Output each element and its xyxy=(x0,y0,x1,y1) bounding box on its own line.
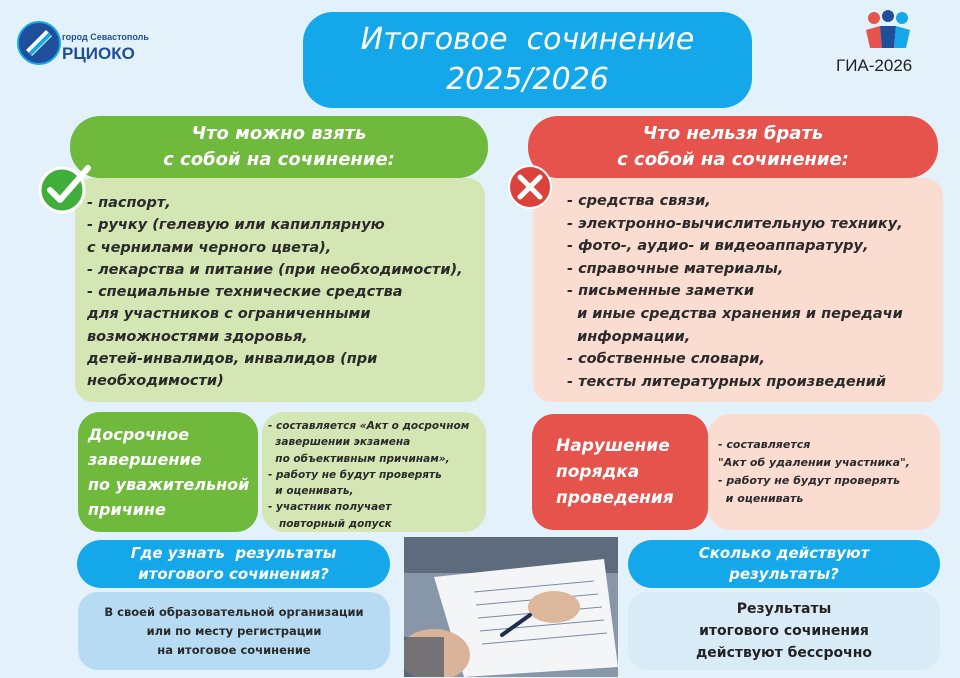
list-item: повторный допуск xyxy=(268,517,392,530)
list-item: и иные средства хранения и передачи xyxy=(567,305,903,322)
list-item: - работу не будут проверять xyxy=(268,468,442,481)
validity-title-2: результаты? xyxy=(729,565,839,583)
early-finish-header xyxy=(78,412,258,532)
early-title-line: по уважительной xyxy=(88,475,250,494)
allowed-title-2: с собой на сочинение: xyxy=(163,149,395,170)
list-item: возможностями здоровья, xyxy=(87,328,308,345)
list-item: - собственные словари, xyxy=(567,351,765,368)
answer-line: или по месту регистрации xyxy=(146,623,322,638)
list-item: - ручку (гелевую или капиллярную xyxy=(87,217,385,234)
allowed-title-1: Что можно взять xyxy=(191,123,367,144)
validity-title-1: Сколько действуют xyxy=(698,544,870,562)
rcioko-logo-icon xyxy=(16,20,62,66)
violation-header xyxy=(532,414,708,530)
cross-icon xyxy=(506,163,554,211)
answer-line: действуют бессрочно xyxy=(695,645,873,661)
list-item: - составляется xyxy=(718,438,811,451)
where-results-answer xyxy=(78,592,390,670)
check-icon xyxy=(36,160,92,216)
list-item: и оценивать, xyxy=(268,485,354,498)
title-line-1: Итоговое сочинение xyxy=(360,22,695,57)
list-item: детей-инвалидов, инвалидов (при xyxy=(87,351,378,368)
list-item: с чернилами черного цвета), xyxy=(87,239,332,256)
list-item: - паспорт, xyxy=(87,195,171,211)
list-item: - работу не будут проверять xyxy=(718,474,901,487)
title-line-2: 2025/2026 xyxy=(446,62,609,97)
list-item: - письменные заметки xyxy=(567,283,755,300)
answer-line: итогового сочинения xyxy=(699,623,869,639)
writing-photo xyxy=(404,537,618,677)
answer-line: на итоговое сочинение xyxy=(157,642,311,657)
validity-answer xyxy=(628,592,940,670)
violation-title-line: порядка xyxy=(556,462,640,482)
list-item: - фото-, аудио- и видеоаппаратуру, xyxy=(567,238,869,255)
early-title-line: причине xyxy=(88,500,166,519)
logo-name: РЦИОКО xyxy=(62,44,135,63)
list-item: - специальные технические средства xyxy=(87,284,403,301)
list-item: по объективным причинам», xyxy=(268,452,450,465)
violation-title-line: проведения xyxy=(556,488,674,508)
list-item: - участник получает xyxy=(268,501,392,514)
early-title-line: завершение xyxy=(88,450,202,469)
allowed-header xyxy=(70,116,488,178)
list-item: - электронно-вычислительную технику, xyxy=(567,215,903,232)
where-title-1: Где узнать результаты xyxy=(130,544,337,562)
allowed-list xyxy=(75,178,485,402)
list-item: - составляется «Акт о досрочном xyxy=(268,420,470,432)
early-title-line: Досрочное xyxy=(88,425,190,444)
list-item: - справочные материалы, xyxy=(567,260,784,277)
early-finish-list xyxy=(262,412,486,532)
violation-list xyxy=(708,414,940,530)
logo-subtitle: город Севастополь xyxy=(62,32,149,42)
gia-logo-icon xyxy=(860,10,916,50)
forbidden-header xyxy=(528,116,938,178)
answer-line: В своей образовательной организации xyxy=(104,604,364,619)
where-title-2: итогового сочинения? xyxy=(138,565,329,583)
gia-badge: ГИА-2026 xyxy=(836,56,913,75)
answer-line: Результаты xyxy=(736,601,832,617)
forbidden-list xyxy=(533,178,943,402)
list-item: для участников с ограниченными xyxy=(87,306,371,323)
writing-photo-illustration xyxy=(404,537,618,677)
where-results-header xyxy=(77,540,390,588)
violation-title-line: Нарушение xyxy=(556,436,670,456)
list-item: - средства связи, xyxy=(567,193,711,209)
forbidden-title-2: с собой на сочинение: xyxy=(617,149,849,170)
page-title xyxy=(303,12,752,108)
list-item: информации, xyxy=(567,328,691,345)
list-item: "Акт об удалении участника", xyxy=(718,456,910,469)
validity-header xyxy=(628,540,940,588)
list-item: - тексты литературных произведений xyxy=(567,373,887,390)
list-item: завершении экзамена xyxy=(268,436,411,449)
list-item: - лекарства и питание (при необходимости), xyxy=(87,261,463,278)
forbidden-title-1: Что нельзя брать xyxy=(642,123,824,144)
list-item: и оценивать xyxy=(718,492,804,505)
list-item: необходимости) xyxy=(87,373,224,390)
